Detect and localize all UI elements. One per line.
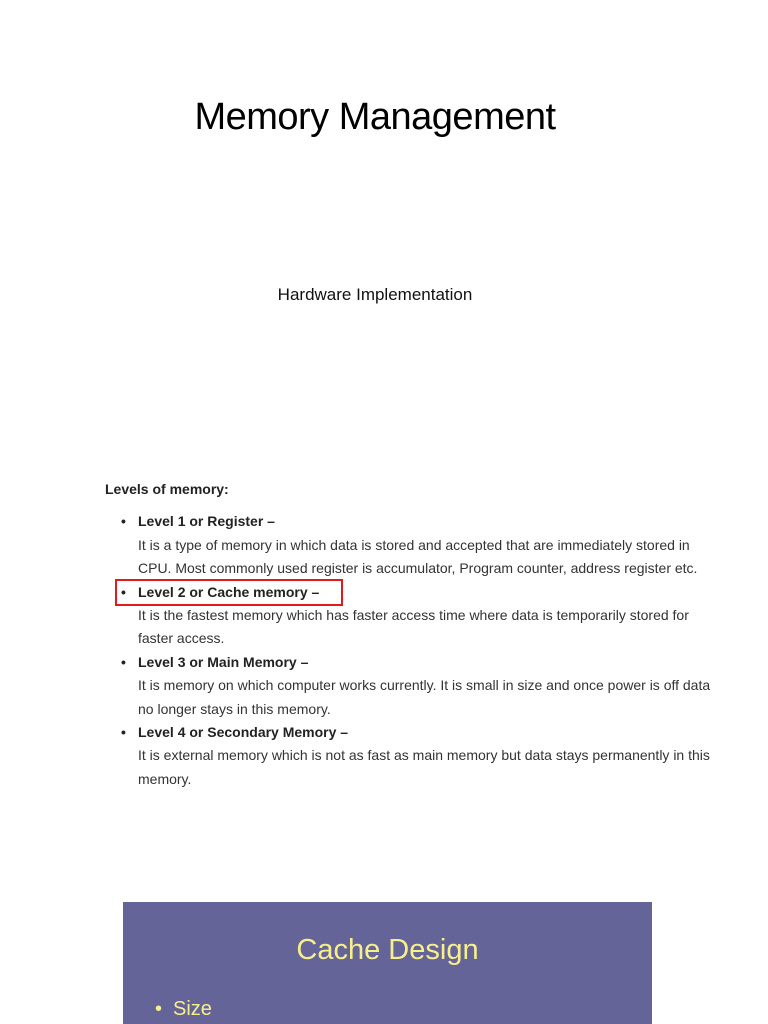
- list-item-level-4: [105, 721, 725, 791]
- list-item-level-1: [105, 510, 725, 580]
- level-2-description: It is the fastest memory which has faster access time where data is temporarily stored for faster access.: [138, 607, 689, 647]
- cache-design-slide: [123, 902, 652, 1024]
- bullet-icon: •: [155, 998, 163, 1020]
- bullet-icon: •: [121, 653, 126, 670]
- level-2-title-highlighted: Level 2 or Cache memory –: [117, 581, 341, 604]
- level-3-title: Level 3 or Main Memory –: [138, 653, 309, 670]
- slide-bullet-label: Size: [173, 998, 212, 1020]
- level-1-title: Level 1 or Register –: [138, 513, 275, 530]
- slide-bullet-item: [155, 998, 212, 1021]
- levels-heading: Levels of memory:: [105, 481, 229, 497]
- levels-of-memory-section: [105, 478, 725, 791]
- bullet-icon: •: [121, 583, 126, 600]
- bullet-icon: •: [121, 513, 126, 530]
- level-3-description: It is memory on which computer works currently. It is small in size and once power is off data no longer stays in this memory.: [138, 677, 711, 717]
- level-1-description: It is a type of memory in which data is stored and accepted that are immediately stored in CPU. Most commonly used register is accumulator, Program counter, address register etc.: [138, 536, 698, 577]
- slide-title: Cache Design: [296, 934, 479, 966]
- list-item-level-2: [105, 581, 725, 651]
- level-4-title: Level 4 or Secondary Memory –: [138, 724, 349, 741]
- bullet-icon: •: [121, 724, 126, 741]
- list-item-level-3: [105, 651, 725, 721]
- levels-list: [105, 510, 725, 791]
- page-subtitle: Hardware Implementation: [277, 285, 473, 304]
- level-4-description: It is external memory which is not as fast as main memory but data stays permanently in this memory.: [138, 747, 710, 787]
- page-title: Memory Management: [194, 96, 556, 138]
